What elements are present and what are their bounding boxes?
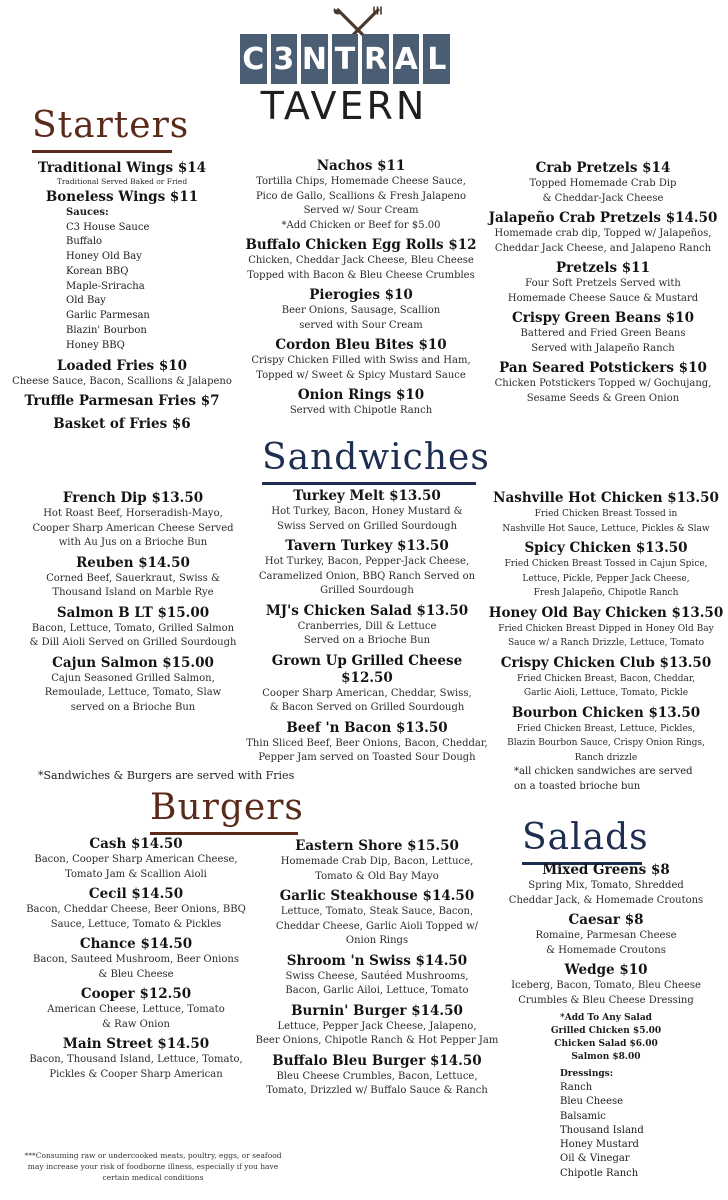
item-desc: Bacon, Lettuce, Tomato, Grilled Salmon <box>31 622 235 634</box>
dressings-label: Dressings: <box>560 1069 614 1079</box>
logo-letter: N <box>301 34 328 84</box>
item-desc: Served on a Brioche Bun <box>303 635 431 646</box>
sauce-item: Honey BBQ <box>66 339 125 351</box>
item-desc: Topped with Bacon & Bleu Cheese Crumbles <box>247 269 475 281</box>
menu-item <box>4 189 240 206</box>
menu-item <box>484 540 728 601</box>
item-name: French Dip $13.50 <box>62 490 204 506</box>
item-desc: Topped Homemade Crab Dip <box>529 178 677 189</box>
item-desc: Fried Chicken Breast Tossed in <box>534 509 678 519</box>
item-name: Eastern Shore $15.50 <box>295 838 459 854</box>
item-desc: Caramelized Onion, BBQ Ranch Served on <box>258 570 476 582</box>
logo-letter: A <box>393 34 420 84</box>
item-desc: Crispy Chicken Filled with Swiss and Ham, <box>251 355 471 366</box>
item-name: Spicy Chicken $13.50 <box>524 540 688 556</box>
item-desc: Served with Jalapeño Ranch <box>531 342 675 354</box>
burgers-underline <box>150 832 298 835</box>
item-desc: Homemade crab dip, Topped w/ Jalapeños, <box>494 228 712 239</box>
item-name: Bourbon Chicken $13.50 <box>511 704 701 721</box>
menu-item <box>238 287 484 333</box>
item-desc: Tortilla Chips, Homemade Cheese Sauce, <box>256 176 466 187</box>
item-desc: & Raw Onion <box>102 1018 170 1030</box>
item-desc: Bacon, Garlic Ailoi, Lettuce, Tomato <box>285 985 469 996</box>
item-desc: Sauce w/ a Ranch Drizzle, Lettuce, Tomato <box>507 638 705 648</box>
menu-item <box>252 1003 502 1049</box>
menu-item <box>244 653 490 716</box>
menu-item <box>480 210 726 256</box>
menu-item <box>4 358 240 390</box>
item-name: Main Street $14.50 <box>62 1036 210 1052</box>
menu-item <box>480 160 726 206</box>
item-name: Honey Old Bay Chicken $13.50 <box>488 604 724 621</box>
item-name: Turkey Melt $13.50 <box>293 488 441 504</box>
menu-item <box>10 555 256 601</box>
sandwiches-column-3 <box>484 490 728 769</box>
item-desc: Cooper Sharp American, Cheddar, Swiss, <box>262 687 472 699</box>
logo <box>238 6 450 126</box>
addon-item: Chicken Salad $6.00 <box>554 1039 658 1049</box>
menu-item <box>252 953 502 999</box>
item-desc: Fried Chicken Breast, Lettuce, Pickles, <box>516 723 696 734</box>
addons-label: *Add To Any Salad <box>560 1013 652 1023</box>
item-desc: Swiss Cheese, Sautéed Mushrooms, <box>285 970 469 982</box>
item-desc: Hot Turkey, Bacon, Pepper-Jack Cheese, <box>264 556 470 567</box>
item-desc: Grilled Sourdough <box>320 585 414 596</box>
item-desc: Iceberg, Bacon, Tomato, Bleu Cheese <box>511 980 701 991</box>
menu-item <box>244 538 490 599</box>
salads-heading <box>522 817 649 865</box>
sandwiches-column-1 <box>10 490 256 719</box>
item-desc: Cooper Sharp American Cheese Served <box>32 522 234 534</box>
item-desc: Thousand Island on Marble Rye <box>52 587 214 598</box>
addon-item: Salmon $8.00 <box>571 1052 641 1062</box>
item-name: Reuben $14.50 <box>76 554 190 571</box>
item-desc: Beer Onions, Sausage, Scallion <box>281 305 441 316</box>
item-desc: Beer Onions, Chipotle Ranch & Hot Pepper Jam <box>255 1035 499 1046</box>
menu-item <box>244 488 490 534</box>
item-desc: American Cheese, Lettuce, Tomato <box>47 1004 225 1015</box>
dressing-list <box>560 1068 724 1181</box>
item-desc: Homemade Crab Dip, Bacon, Lettuce, <box>280 856 474 867</box>
item-desc: & Bacon Served on Grilled Sourdough <box>269 702 465 713</box>
menu-item <box>238 337 484 383</box>
menu-item <box>252 838 502 884</box>
item-name: Pretzels $11 <box>556 260 650 276</box>
item-desc: Traditional Served Baked or Fried <box>56 177 188 186</box>
item-desc: Bacon, Thousand Island, Lettuce, Tomato, <box>29 1054 243 1065</box>
item-desc: Cheddar Jack, & Homemade Croutons <box>508 894 704 906</box>
item-name: Mixed Greens $8 <box>542 862 670 878</box>
chicken-note-line: *all chicken sandwiches are served <box>514 766 693 777</box>
chicken-note-line: on a toasted brioche bun <box>514 781 641 792</box>
sauce-item: Honey Old Bay <box>66 251 142 263</box>
item-name: Shroom 'n Swiss $14.50 <box>286 952 468 969</box>
menu-item <box>4 393 240 410</box>
item-name: Crispy Green Beans $10 <box>512 310 694 326</box>
item-desc: Lettuce, Pepper Jack Cheese, Jalapeno, <box>277 1020 477 1032</box>
sauce-item: Blazin' Bourbon <box>66 325 147 337</box>
item-name: Wedge $10 <box>564 962 648 978</box>
item-desc: Bacon, Cooper Sharp American Cheese, <box>34 854 238 865</box>
item-desc: Hot Roast Beef, Horseradish-Mayo, <box>43 508 223 519</box>
item-desc: Served w/ Sour Cream <box>303 205 419 216</box>
sauce-list <box>66 206 240 354</box>
item-name: Basket of Fries $6 <box>53 416 191 433</box>
item-name: Nashville Hot Chicken $13.50 <box>493 490 719 506</box>
item-desc: served with Sour Cream <box>299 319 423 331</box>
menu-item <box>484 655 728 701</box>
item-desc: Fried Chicken Breast Dipped in Honey Old Bay <box>498 623 714 634</box>
item-desc: Fried Chicken Breast Tossed in Cajun Spice, <box>504 559 708 569</box>
item-name: Loaded Fries $10 <box>56 357 188 374</box>
item-desc: Tomato Jam & Scallion Aioli <box>65 868 207 880</box>
sauce-item: Maple-Sriracha <box>66 280 145 292</box>
menu-item <box>484 490 728 536</box>
menu-item <box>238 387 484 419</box>
dressing-item: Balsamic <box>560 1110 606 1122</box>
item-desc: Cheddar Jack Cheese, and Jalapeno Ranch <box>494 242 712 254</box>
menu-item <box>480 260 726 306</box>
dressing-item: Oil & Vinegar <box>560 1153 630 1165</box>
burgers-title: Burgers <box>150 787 304 828</box>
item-desc: Spring Mix, Tomato, Shredded <box>528 880 684 891</box>
item-desc: Pico de Gallo, Scallions & Fresh Jalapeno <box>255 190 467 202</box>
item-desc: Corned Beef, Sauerkraut, Swiss & <box>46 572 220 584</box>
item-desc: Nashville Hot Sauce, Lettuce, Pickles & Slaw <box>502 523 710 534</box>
item-desc: Chicken, Cheddar Jack Cheese, Bleu Cheese <box>248 255 474 266</box>
item-desc: Lettuce, Pickle, Pepper Jack Cheese, <box>522 573 690 584</box>
item-desc: Topped w/ Sweet & Spicy Mustard Sauce <box>256 369 466 381</box>
item-desc: Cajun Seasoned Grilled Salmon, <box>51 672 215 684</box>
menu-item <box>488 862 724 908</box>
logo-letter: L <box>423 34 450 84</box>
menu-item <box>244 603 490 649</box>
logo-letter: T <box>332 34 359 84</box>
item-name: Truffle Parmesan Fries $7 <box>24 393 220 410</box>
item-desc: Tomato, Drizzled w/ Buffalo Sauce & Ranch <box>266 1085 488 1096</box>
item-desc: & Homemade Croutons <box>546 944 666 956</box>
item-name: Jalapeño Crab Pretzels $14.50 <box>488 210 718 226</box>
item-desc: & Dill Aioli Served on Grilled Sourdough <box>29 637 237 648</box>
item-name: Crispy Chicken Club $13.50 <box>500 654 712 671</box>
logo-letter: C <box>240 34 267 84</box>
disclaimer-line: certain medical conditions <box>102 1173 204 1182</box>
item-desc: Battered and Fried Green Beans <box>520 328 686 339</box>
item-desc: Chicken Potstickers Topped w/ Gochujang, <box>494 378 712 389</box>
menu-item <box>14 836 258 882</box>
menu-item <box>244 720 490 766</box>
item-desc: Served with Chipotle Ranch <box>289 405 433 416</box>
health-disclaimer <box>8 1150 298 1183</box>
item-name: Beef 'n Bacon $13.50 <box>286 719 448 736</box>
sandwiches-title: Sandwiches <box>262 437 490 478</box>
item-desc: Pickles & Cooper Sharp American <box>49 1068 223 1080</box>
fries-note: *Sandwiches & Burgers are served with Fries <box>38 769 295 782</box>
item-desc: Crumbles & Bleu Cheese Dressing <box>518 994 694 1006</box>
starters-title: Starters <box>32 105 190 146</box>
item-desc: with Au Jus on a Brioche Bun <box>58 537 208 548</box>
item-name: Buffalo Chicken Egg Rolls $12 <box>245 237 477 253</box>
item-name: Boneless Wings $11 <box>45 189 199 205</box>
menu-item <box>484 605 728 651</box>
item-desc: *Add Chicken or Beef for $5.00 <box>281 219 441 231</box>
menu-item <box>14 1036 258 1082</box>
item-name: MJ's Chicken Salad $13.50 <box>265 602 469 619</box>
item-desc: Bleu Cheese Crumbles, Bacon, Lettuce, <box>276 1070 478 1082</box>
logo-subtitle: TAVERN <box>260 84 428 128</box>
menu-item <box>238 237 484 283</box>
item-name: Tavern Turkey $13.50 <box>285 538 449 554</box>
sandwiches-underline <box>262 482 476 485</box>
starters-column-3 <box>480 160 726 410</box>
logo-wordmark <box>240 34 450 84</box>
disclaimer-line: may increase your risk of foodborne illness, especially if you have <box>27 1162 279 1171</box>
item-name: Traditional Wings $14 <box>37 160 207 176</box>
sauce-item: C3 House Sauce <box>66 221 150 233</box>
item-name: Cajun Salmon $15.00 <box>52 654 214 671</box>
starters-heading <box>32 105 190 153</box>
item-desc: Homemade Cheese Sauce & Mustard <box>507 292 699 304</box>
addon-item: Grilled Chicken $5.00 <box>550 1026 662 1036</box>
burgers-heading <box>150 787 304 835</box>
item-desc: Lettuce, Tomato, Steak Sauce, Bacon, <box>280 906 474 917</box>
item-desc: Sesame Seeds & Green Onion <box>526 392 680 404</box>
menu-item <box>488 912 724 958</box>
burgers-column-1 <box>14 836 258 1086</box>
menu-item <box>10 655 256 716</box>
item-name: Cecil $14.50 <box>88 886 184 902</box>
menu-item <box>10 605 256 651</box>
item-desc: Fried Chicken Breast, Bacon, Cheddar, <box>516 673 695 684</box>
dressing-item: Ranch <box>560 1082 593 1093</box>
menu-item <box>238 158 484 233</box>
item-desc: Ranch drizzle <box>574 752 638 763</box>
menu-item <box>14 886 258 932</box>
sandwiches-column-2 <box>244 488 490 770</box>
item-name: Grown Up Grilled Cheese $12.50 <box>271 652 463 686</box>
item-name: Pierogies $10 <box>309 287 413 303</box>
dressing-item: Bleu Cheese <box>560 1096 624 1108</box>
item-desc: Garlic Aioli, Lettuce, Tomato, Pickle <box>523 688 689 698</box>
dressing-item: Thousand Island <box>560 1124 644 1136</box>
item-desc: Romaine, Parmesan Cheese <box>535 930 677 941</box>
sauce-item: Korean BBQ <box>66 265 129 277</box>
disclaimer-line: ***Consuming raw or undercooked meats, poultry, eggs, or seafood <box>24 1151 282 1160</box>
item-desc: & Bleu Cheese <box>98 968 174 980</box>
item-name: Chance $14.50 <box>79 936 193 952</box>
menu-item <box>480 360 726 406</box>
item-name: Pan Seared Potstickers $10 <box>499 360 707 376</box>
item-desc: Sauce, Lettuce, Tomato & Pickles <box>50 918 222 930</box>
item-name: Garlic Steakhouse $14.50 <box>279 888 475 904</box>
salads-title: Salads <box>522 817 649 858</box>
item-desc: Bacon, Sauteed Mushroom, Beer Onions <box>33 954 239 965</box>
menu-item <box>252 888 502 949</box>
menu-item <box>484 705 728 766</box>
item-name: Cash $14.50 <box>89 836 183 852</box>
item-name: Buffalo Bleu Burger $14.50 <box>272 1052 482 1069</box>
salads-column <box>488 862 724 1181</box>
menu-item <box>488 962 724 1008</box>
menu-item <box>14 986 258 1032</box>
item-name: Onion Rings $10 <box>297 387 425 403</box>
item-name: Cordon Bleu Bites $10 <box>275 337 447 353</box>
item-desc: served on a Brioche Bun <box>70 701 196 713</box>
item-name: Nachos $11 <box>316 158 406 174</box>
dressing-item: Honey Mustard <box>560 1139 639 1151</box>
item-desc: Cheese Sauce, Bacon, Scallions & Jalapeno <box>12 375 232 387</box>
item-name: Burnin' Burger $14.50 <box>291 1002 463 1019</box>
dressing-item: Chipotle Ranch <box>560 1167 639 1179</box>
starters-underline <box>32 150 172 153</box>
chicken-note <box>514 764 693 794</box>
item-desc: Remoulade, Lettuce, Tomato, Slaw <box>44 687 222 698</box>
item-desc: Bacon, Cheddar Cheese, Beer Onions, BBQ <box>26 904 246 915</box>
burgers-column-2 <box>252 838 502 1103</box>
menu-item <box>4 416 240 433</box>
item-desc: Cheddar Cheese, Garlic Aioli Topped w/ <box>275 920 479 932</box>
sauce-item: Old Bay <box>66 295 106 307</box>
menu-item <box>10 490 256 551</box>
item-desc: Hot Turkey, Bacon, Honey Mustard & <box>271 506 463 517</box>
sauce-item: Garlic Parmesan <box>66 310 150 322</box>
logo-letter: 3 <box>271 34 298 84</box>
menu-item <box>4 160 240 187</box>
sauce-item: Buffalo <box>66 236 103 248</box>
menu-item <box>480 310 726 356</box>
item-desc: Cranberries, Dill & Lettuce <box>297 620 437 632</box>
menu-item <box>252 1053 502 1099</box>
item-desc: Pepper Jam served on Toasted Sour Dough <box>258 752 476 763</box>
sauces-label: Sauces: <box>66 207 109 218</box>
item-desc: & Cheddar-Jack Cheese <box>542 192 664 204</box>
starters-column-2 <box>238 158 484 423</box>
sandwiches-heading <box>262 437 490 485</box>
item-desc: Tomato & Old Bay Mayo <box>315 870 439 882</box>
item-desc: Blazin Bourbon Sauce, Crispy Onion Rings, <box>507 738 705 748</box>
item-name: Caesar $8 <box>568 912 644 928</box>
item-desc: Thin Sliced Beef, Beer Onions, Bacon, Cheddar, <box>246 737 488 749</box>
item-name: Cooper $12.50 <box>80 986 192 1002</box>
logo-letter: R <box>362 34 389 84</box>
item-name: Salmon B LT $15.00 <box>56 604 210 621</box>
salad-addons <box>488 1012 724 1064</box>
item-desc: Fresh Jalapeño, Chipotle Ranch <box>533 588 679 598</box>
item-desc: Four Soft Pretzels Served with <box>525 278 681 289</box>
item-name: Crab Pretzels $14 <box>535 160 671 176</box>
menu-item <box>14 936 258 982</box>
item-desc: Onion Rings <box>345 935 409 946</box>
item-desc: Swiss Served on Grilled Sourdough <box>276 520 458 532</box>
starters-column-1 <box>4 160 240 437</box>
